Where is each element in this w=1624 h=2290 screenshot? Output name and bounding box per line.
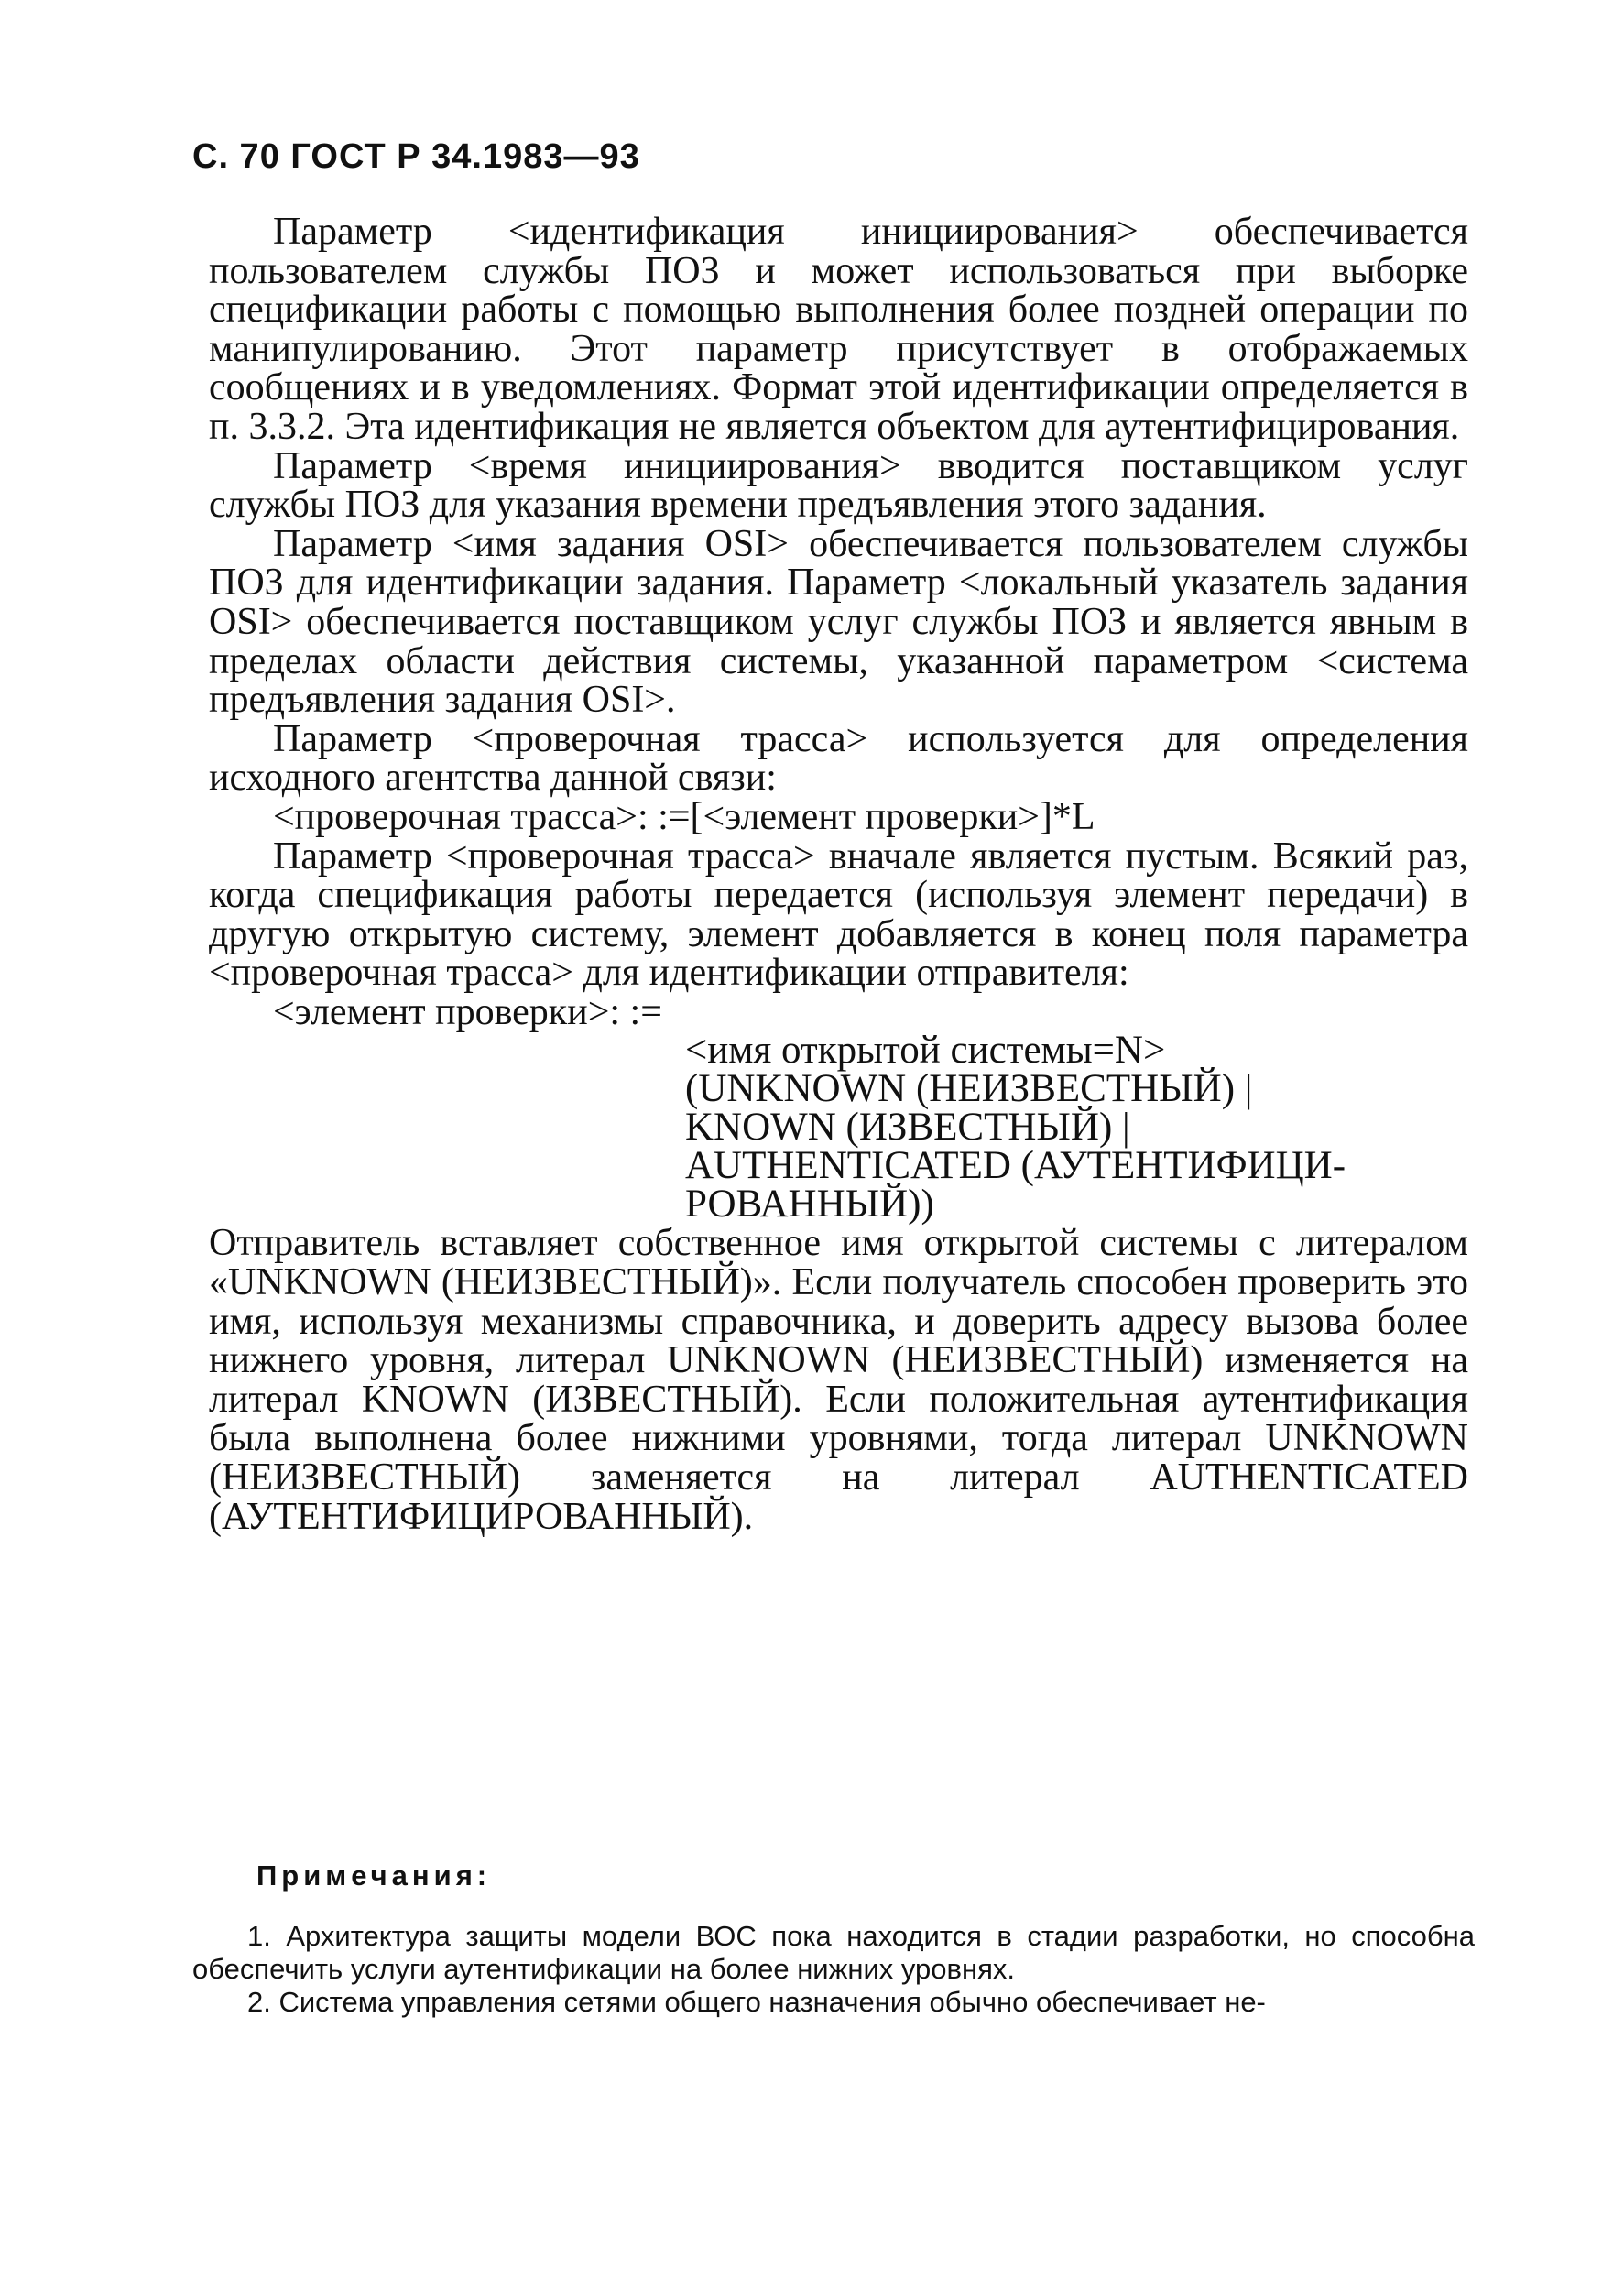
notes-title: Примечания: xyxy=(256,1859,492,1892)
paragraph-audit-trail: Параметр <проверочная трасса> используется для определения исходного агентства данной связи: xyxy=(209,717,1468,800)
formula-line: (UNKNOWN (НЕИЗВЕСТНЫЙ) | xyxy=(685,1067,1253,1111)
formula-check-element-body xyxy=(209,1029,1468,1227)
formula-line: <имя открытой системы=N> xyxy=(685,1029,1166,1073)
formula-line: РОВАННЫЙ)) xyxy=(685,1183,934,1227)
note-item: 1. Архитектура защиты модели ВОС пока находится в стадии разработки, но способна обеспечить услуги аутентификации на более нижних уровнях. xyxy=(192,1920,1475,1985)
page-header: С. 70 ГОСТ Р 34.1983—93 xyxy=(192,137,640,176)
paragraph-audit-trail-empty: Параметр <проверочная трасса> вначале является пустым. Всякий раз, когда спецификация работы передается (используя элемент передачи) в другую открытую систему, элемент добавляется в конец поля параметра <проверочная трасса> для идентификации отправителя: xyxy=(209,834,1468,995)
formula-check-element-head: <элемент проверки>: := xyxy=(273,990,662,1033)
paragraph-initiation-time: Параметр <время инициирования> вводится поставщиком услуг службы ПОЗ для указания времени предъявления этого задания. xyxy=(209,444,1468,527)
note-item: 2. Система управления сетями общего назначения обычно обеспечивает не- xyxy=(247,1986,1266,2018)
paragraph-sender: Отправитель вставляет собственное имя открытой системы с литералом «UNKNOWN (НЕИЗВЕСТНЫЙ)». Если получатель способен проверить это имя, используя механизмы справочника, и доверить адресу вызова более нижнего уровня, литерал UNKNOWN (НЕИЗВЕСТНЫЙ) изменяется на литерал KNOWN (ИЗВЕСТНЫЙ). Если положительная аутентификация была выполнена более нижними уровнями, тогда литерал UNKNOWN (НЕИЗВЕСТНЫЙ) заменяется на литерал AUTHENTICATED (АУТЕНТИФИЦИРОВАННЫЙ). xyxy=(209,1222,1468,1538)
paragraph-initiation-id: Параметр <идентификация инициирования> обеспечивается пользователем службы ПОЗ и может использоваться при выборке спецификации работы с помощью выполнения более поздней операции по манипулированию. Этот параметр присутствует в отображаемых сообщениях и в уведомлениях. Формат этой идентификации определяется в п. 3.3.2. Эта идентификация не является объектом для аутентифицирования. xyxy=(209,211,1468,448)
paragraph-job-name: Параметр <имя задания OSI> обеспечивается пользователем службы ПОЗ для идентификации задания. Параметр <локальный указатель задания OSI> обеспечивается поставщиком услуг службы ПОЗ и является явным в пределах области действия системы, указанной параметром <система предъявления задания OSI>. xyxy=(209,522,1468,722)
formula-line: AUTHENTICATED (АУТЕНТИФИЦИ- xyxy=(685,1144,1346,1188)
formula-audit-trail: <проверочная трасса>: :=[<элемент проверки>]*L xyxy=(273,795,1095,838)
formula-line: KNOWN (ИЗВЕСТНЫЙ) | xyxy=(685,1106,1130,1150)
body-text xyxy=(209,213,1468,1536)
notes-section xyxy=(192,1859,1475,2019)
